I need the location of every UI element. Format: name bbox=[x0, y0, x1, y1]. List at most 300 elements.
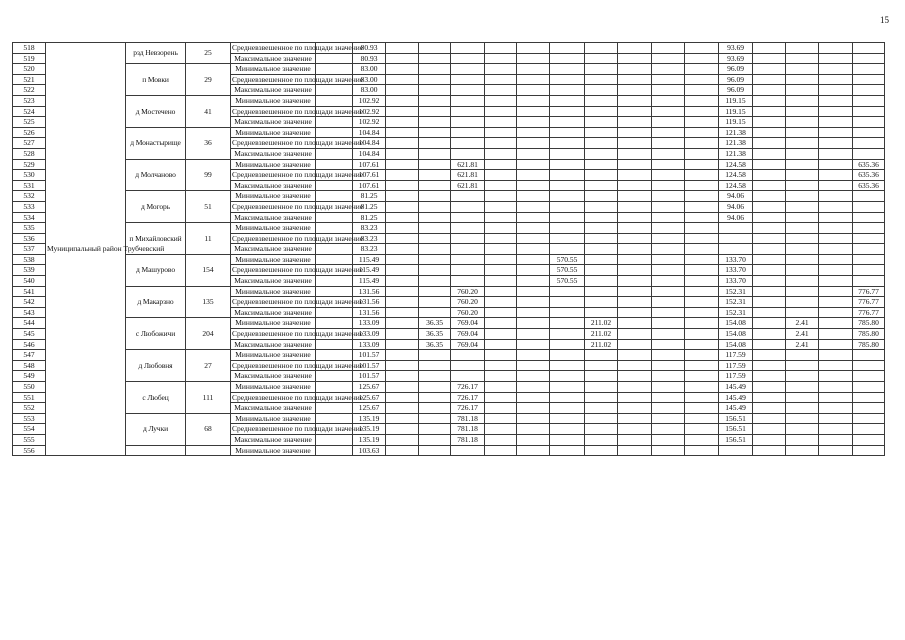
value-cell bbox=[485, 191, 517, 202]
value-cell bbox=[316, 53, 353, 64]
row-number: 546 bbox=[13, 339, 46, 350]
value-cell bbox=[316, 403, 353, 414]
value-cell bbox=[652, 339, 685, 350]
value-cell bbox=[585, 244, 618, 255]
settlement-population: 111 bbox=[186, 382, 231, 414]
value-type: Максимальное значение bbox=[231, 339, 316, 350]
value-type: Максимальное значение bbox=[231, 244, 316, 255]
settlement-population: 11 bbox=[186, 223, 231, 255]
row-number: 526 bbox=[13, 127, 46, 138]
row-number: 539 bbox=[13, 265, 46, 276]
value-cell bbox=[618, 318, 652, 329]
value-cell bbox=[786, 360, 819, 371]
value-cell bbox=[685, 329, 719, 340]
value-cell bbox=[853, 201, 885, 212]
settlement-name: д Макарзно bbox=[126, 286, 186, 318]
value-cell bbox=[685, 350, 719, 361]
value-cell bbox=[853, 350, 885, 361]
value-cell: 104.84 bbox=[353, 127, 386, 138]
value-cell bbox=[485, 254, 517, 265]
value-cell bbox=[585, 95, 618, 106]
value-cell: 115.49 bbox=[353, 254, 386, 265]
value-cell: 570.55 bbox=[550, 254, 585, 265]
value-cell bbox=[419, 106, 451, 117]
value-cell: 107.61 bbox=[353, 180, 386, 191]
value-cell bbox=[451, 53, 485, 64]
value-cell bbox=[517, 223, 550, 234]
value-cell bbox=[685, 392, 719, 403]
value-cell bbox=[685, 170, 719, 181]
value-cell bbox=[316, 191, 353, 202]
value-cell bbox=[585, 180, 618, 191]
value-cell bbox=[451, 85, 485, 96]
value-cell bbox=[550, 95, 585, 106]
value-cell bbox=[517, 424, 550, 435]
value-cell bbox=[386, 297, 419, 308]
row-number: 525 bbox=[13, 117, 46, 128]
value-cell bbox=[719, 445, 753, 456]
value-cell bbox=[753, 223, 786, 234]
value-cell bbox=[819, 223, 853, 234]
value-cell bbox=[786, 434, 819, 445]
value-cell bbox=[786, 265, 819, 276]
value-cell bbox=[550, 43, 585, 54]
value-cell bbox=[753, 212, 786, 223]
value-cell bbox=[819, 127, 853, 138]
value-cell bbox=[853, 43, 885, 54]
value-cell bbox=[819, 106, 853, 117]
value-cell bbox=[585, 265, 618, 276]
value-cell bbox=[652, 392, 685, 403]
value-cell bbox=[652, 53, 685, 64]
value-cell bbox=[517, 286, 550, 297]
value-cell bbox=[485, 329, 517, 340]
value-cell bbox=[386, 371, 419, 382]
value-cell bbox=[517, 74, 550, 85]
value-cell bbox=[517, 233, 550, 244]
value-cell bbox=[819, 212, 853, 223]
value-cell bbox=[316, 350, 353, 361]
value-cell bbox=[786, 286, 819, 297]
page-number: 15 bbox=[880, 15, 889, 25]
value-cell: 101.57 bbox=[353, 350, 386, 361]
value-cell bbox=[550, 233, 585, 244]
row-number: 547 bbox=[13, 350, 46, 361]
row-number: 536 bbox=[13, 233, 46, 244]
table-row bbox=[13, 382, 885, 393]
value-cell bbox=[685, 64, 719, 75]
value-cell bbox=[618, 371, 652, 382]
value-cell bbox=[753, 117, 786, 128]
settlement-name: д Монастырище bbox=[126, 127, 186, 159]
value-cell bbox=[652, 191, 685, 202]
value-cell: 785.80 bbox=[853, 329, 885, 340]
value-cell: 760.20 bbox=[451, 307, 485, 318]
value-cell: 135.19 bbox=[353, 434, 386, 445]
value-cell: 133.70 bbox=[719, 265, 753, 276]
value-cell: 131.56 bbox=[353, 307, 386, 318]
table-row bbox=[13, 223, 885, 234]
row-number: 554 bbox=[13, 424, 46, 435]
value-cell bbox=[485, 403, 517, 414]
value-cell bbox=[550, 413, 585, 424]
value-cell bbox=[316, 148, 353, 159]
value-cell bbox=[853, 106, 885, 117]
value-cell bbox=[485, 85, 517, 96]
value-type: Максимальное значение bbox=[231, 148, 316, 159]
value-cell bbox=[819, 445, 853, 456]
value-cell bbox=[618, 53, 652, 64]
value-cell bbox=[753, 201, 786, 212]
value-cell bbox=[819, 297, 853, 308]
row-number: 549 bbox=[13, 371, 46, 382]
value-cell bbox=[386, 233, 419, 244]
value-cell bbox=[419, 360, 451, 371]
value-cell bbox=[786, 43, 819, 54]
value-cell bbox=[585, 413, 618, 424]
value-cell bbox=[618, 85, 652, 96]
value-cell bbox=[517, 350, 550, 361]
row-number: 548 bbox=[13, 360, 46, 371]
settlement-population: 41 bbox=[186, 95, 231, 127]
value-cell: 135.19 bbox=[353, 413, 386, 424]
value-cell bbox=[786, 382, 819, 393]
value-cell bbox=[618, 223, 652, 234]
value-cell: 83.23 bbox=[353, 244, 386, 255]
value-cell bbox=[786, 127, 819, 138]
value-cell bbox=[517, 445, 550, 456]
value-cell bbox=[786, 138, 819, 149]
settlement-name: п Михайловский bbox=[126, 223, 186, 255]
value-cell bbox=[585, 360, 618, 371]
value-cell bbox=[386, 329, 419, 340]
value-cell bbox=[419, 74, 451, 85]
value-cell bbox=[819, 244, 853, 255]
value-cell bbox=[585, 106, 618, 117]
value-cell bbox=[819, 254, 853, 265]
value-cell bbox=[819, 424, 853, 435]
value-cell bbox=[819, 350, 853, 361]
value-cell bbox=[451, 254, 485, 265]
value-cell bbox=[753, 95, 786, 106]
value-cell bbox=[853, 74, 885, 85]
value-cell bbox=[753, 64, 786, 75]
value-cell bbox=[652, 180, 685, 191]
value-cell bbox=[550, 170, 585, 181]
value-cell: 2.41 bbox=[786, 339, 819, 350]
value-cell bbox=[652, 244, 685, 255]
value-cell bbox=[485, 74, 517, 85]
value-cell bbox=[485, 276, 517, 287]
settlement-population: 204 bbox=[186, 318, 231, 350]
value-cell: 83.00 bbox=[353, 64, 386, 75]
value-type: Минимальное значение bbox=[231, 254, 316, 265]
value-cell bbox=[517, 244, 550, 255]
value-cell bbox=[819, 371, 853, 382]
settlement-population: 29 bbox=[186, 64, 231, 96]
value-cell bbox=[618, 106, 652, 117]
value-cell bbox=[316, 180, 353, 191]
value-cell bbox=[485, 350, 517, 361]
value-cell bbox=[618, 148, 652, 159]
value-cell bbox=[652, 350, 685, 361]
value-cell bbox=[585, 148, 618, 159]
value-cell: 154.08 bbox=[719, 329, 753, 340]
value-cell bbox=[386, 53, 419, 64]
value-cell bbox=[618, 392, 652, 403]
value-cell bbox=[786, 413, 819, 424]
value-cell bbox=[753, 307, 786, 318]
value-cell: 156.51 bbox=[719, 434, 753, 445]
value-cell bbox=[550, 85, 585, 96]
row-number: 519 bbox=[13, 53, 46, 64]
value-cell bbox=[550, 445, 585, 456]
value-cell bbox=[652, 382, 685, 393]
value-cell bbox=[485, 297, 517, 308]
value-cell: 124.58 bbox=[719, 159, 753, 170]
value-cell: 121.38 bbox=[719, 138, 753, 149]
settlement-population: 99 bbox=[186, 159, 231, 191]
value-cell bbox=[618, 329, 652, 340]
value-cell bbox=[853, 95, 885, 106]
value-cell bbox=[485, 244, 517, 255]
value-cell: 152.31 bbox=[719, 286, 753, 297]
value-cell: 133.70 bbox=[719, 276, 753, 287]
value-cell bbox=[386, 201, 419, 212]
value-cell bbox=[652, 297, 685, 308]
value-cell bbox=[753, 53, 786, 64]
value-cell bbox=[386, 127, 419, 138]
value-cell bbox=[819, 43, 853, 54]
value-cell bbox=[451, 276, 485, 287]
value-cell bbox=[652, 127, 685, 138]
value-cell bbox=[819, 318, 853, 329]
value-cell bbox=[517, 265, 550, 276]
value-cell bbox=[451, 64, 485, 75]
value-cell bbox=[419, 180, 451, 191]
value-type: Максимальное значение bbox=[231, 403, 316, 414]
value-cell: 211.02 bbox=[585, 318, 618, 329]
value-cell bbox=[419, 297, 451, 308]
value-cell bbox=[550, 127, 585, 138]
value-cell bbox=[685, 244, 719, 255]
value-cell: 781.18 bbox=[451, 424, 485, 435]
value-cell bbox=[585, 403, 618, 414]
value-cell bbox=[652, 371, 685, 382]
value-cell bbox=[618, 95, 652, 106]
value-type: Минимальное значение bbox=[231, 127, 316, 138]
settlement-population: 36 bbox=[186, 127, 231, 159]
value-cell: 635.36 bbox=[853, 159, 885, 170]
value-cell bbox=[550, 339, 585, 350]
value-cell bbox=[517, 159, 550, 170]
value-cell: 94.06 bbox=[719, 191, 753, 202]
value-cell bbox=[685, 403, 719, 414]
value-cell bbox=[753, 191, 786, 202]
value-cell bbox=[652, 85, 685, 96]
value-cell bbox=[419, 117, 451, 128]
value-cell bbox=[685, 424, 719, 435]
value-cell bbox=[853, 424, 885, 435]
settlement-population: 25 bbox=[186, 43, 231, 64]
value-cell bbox=[517, 170, 550, 181]
value-cell bbox=[585, 170, 618, 181]
row-number: 533 bbox=[13, 201, 46, 212]
row-number: 545 bbox=[13, 329, 46, 340]
value-cell bbox=[386, 117, 419, 128]
value-cell bbox=[652, 212, 685, 223]
value-cell bbox=[652, 445, 685, 456]
value-cell: 119.15 bbox=[719, 117, 753, 128]
row-number: 552 bbox=[13, 403, 46, 414]
value-cell: 119.15 bbox=[719, 95, 753, 106]
value-cell bbox=[618, 170, 652, 181]
value-cell bbox=[550, 286, 585, 297]
value-cell bbox=[517, 180, 550, 191]
value-type: Минимальное значение bbox=[231, 191, 316, 202]
settlement-population: 135 bbox=[186, 286, 231, 318]
value-cell bbox=[550, 382, 585, 393]
row-number: 544 bbox=[13, 318, 46, 329]
value-cell bbox=[419, 413, 451, 424]
value-cell bbox=[517, 148, 550, 159]
value-cell: 211.02 bbox=[585, 339, 618, 350]
value-cell bbox=[786, 212, 819, 223]
value-cell bbox=[550, 53, 585, 64]
value-cell bbox=[585, 127, 618, 138]
value-cell: 133.09 bbox=[353, 318, 386, 329]
value-cell bbox=[386, 212, 419, 223]
value-cell: 81.25 bbox=[353, 212, 386, 223]
value-cell bbox=[419, 382, 451, 393]
value-cell: 769.04 bbox=[451, 318, 485, 329]
value-cell bbox=[786, 424, 819, 435]
value-cell: 133.09 bbox=[353, 339, 386, 350]
value-cell: 83.23 bbox=[353, 223, 386, 234]
value-cell bbox=[652, 360, 685, 371]
value-cell bbox=[451, 212, 485, 223]
value-cell bbox=[685, 117, 719, 128]
value-cell: 121.38 bbox=[719, 127, 753, 138]
value-cell bbox=[485, 434, 517, 445]
value-cell bbox=[419, 127, 451, 138]
value-cell bbox=[652, 95, 685, 106]
row-number: 527 bbox=[13, 138, 46, 149]
value-cell: 102.92 bbox=[353, 117, 386, 128]
value-cell bbox=[485, 148, 517, 159]
value-cell bbox=[485, 382, 517, 393]
value-cell bbox=[386, 265, 419, 276]
value-cell bbox=[585, 138, 618, 149]
value-cell: 785.80 bbox=[853, 318, 885, 329]
value-type: Минимальное значение bbox=[231, 223, 316, 234]
value-cell bbox=[485, 212, 517, 223]
value-cell bbox=[451, 191, 485, 202]
value-cell bbox=[618, 180, 652, 191]
value-cell bbox=[753, 392, 786, 403]
value-cell: 145.49 bbox=[719, 382, 753, 393]
value-cell bbox=[753, 424, 786, 435]
value-cell: 121.38 bbox=[719, 148, 753, 159]
table-row bbox=[13, 191, 885, 202]
value-cell bbox=[786, 170, 819, 181]
value-cell bbox=[517, 276, 550, 287]
value-cell bbox=[517, 64, 550, 75]
value-cell bbox=[419, 445, 451, 456]
value-cell bbox=[386, 392, 419, 403]
value-cell bbox=[753, 170, 786, 181]
value-cell bbox=[753, 329, 786, 340]
value-cell bbox=[585, 434, 618, 445]
value-cell: 93.69 bbox=[719, 43, 753, 54]
value-cell bbox=[517, 297, 550, 308]
value-cell bbox=[550, 138, 585, 149]
value-type: Минимальное значение bbox=[231, 445, 316, 456]
value-cell bbox=[585, 85, 618, 96]
value-cell bbox=[517, 307, 550, 318]
value-cell: 776.77 bbox=[853, 286, 885, 297]
value-cell: 570.55 bbox=[550, 265, 585, 276]
value-cell bbox=[753, 233, 786, 244]
value-cell bbox=[451, 43, 485, 54]
value-cell bbox=[753, 138, 786, 149]
value-cell bbox=[652, 201, 685, 212]
value-cell bbox=[618, 350, 652, 361]
settlement-name: с Любец bbox=[126, 382, 186, 414]
value-cell bbox=[786, 53, 819, 64]
value-cell bbox=[316, 127, 353, 138]
value-cell bbox=[485, 339, 517, 350]
value-cell bbox=[652, 43, 685, 54]
value-cell: 125.67 bbox=[353, 392, 386, 403]
value-cell bbox=[550, 297, 585, 308]
value-cell bbox=[419, 392, 451, 403]
value-cell bbox=[685, 233, 719, 244]
value-cell bbox=[419, 286, 451, 297]
value-cell bbox=[819, 360, 853, 371]
value-cell bbox=[419, 403, 451, 414]
value-cell bbox=[618, 212, 652, 223]
value-cell bbox=[585, 424, 618, 435]
value-cell bbox=[419, 434, 451, 445]
value-cell bbox=[386, 223, 419, 234]
row-number: 538 bbox=[13, 254, 46, 265]
value-cell bbox=[618, 339, 652, 350]
value-cell bbox=[585, 191, 618, 202]
value-cell bbox=[786, 254, 819, 265]
value-cell bbox=[386, 138, 419, 149]
value-cell bbox=[753, 413, 786, 424]
value-cell bbox=[685, 382, 719, 393]
value-type: Минимальное значение bbox=[231, 286, 316, 297]
value-cell bbox=[585, 276, 618, 287]
value-type: Средневзвешенное по площади значение bbox=[232, 74, 364, 84]
value-type: Средневзвешенное по площади значение bbox=[232, 43, 364, 52]
value-cell: 776.77 bbox=[853, 307, 885, 318]
settlement-name: д Машурово bbox=[126, 254, 186, 286]
value-cell bbox=[652, 329, 685, 340]
value-cell bbox=[652, 223, 685, 234]
value-cell bbox=[652, 170, 685, 181]
value-cell bbox=[419, 276, 451, 287]
value-cell bbox=[685, 159, 719, 170]
value-cell: 156.51 bbox=[719, 424, 753, 435]
value-cell bbox=[386, 382, 419, 393]
value-cell bbox=[316, 445, 353, 456]
value-cell bbox=[585, 53, 618, 64]
value-cell bbox=[419, 138, 451, 149]
value-cell bbox=[719, 244, 753, 255]
